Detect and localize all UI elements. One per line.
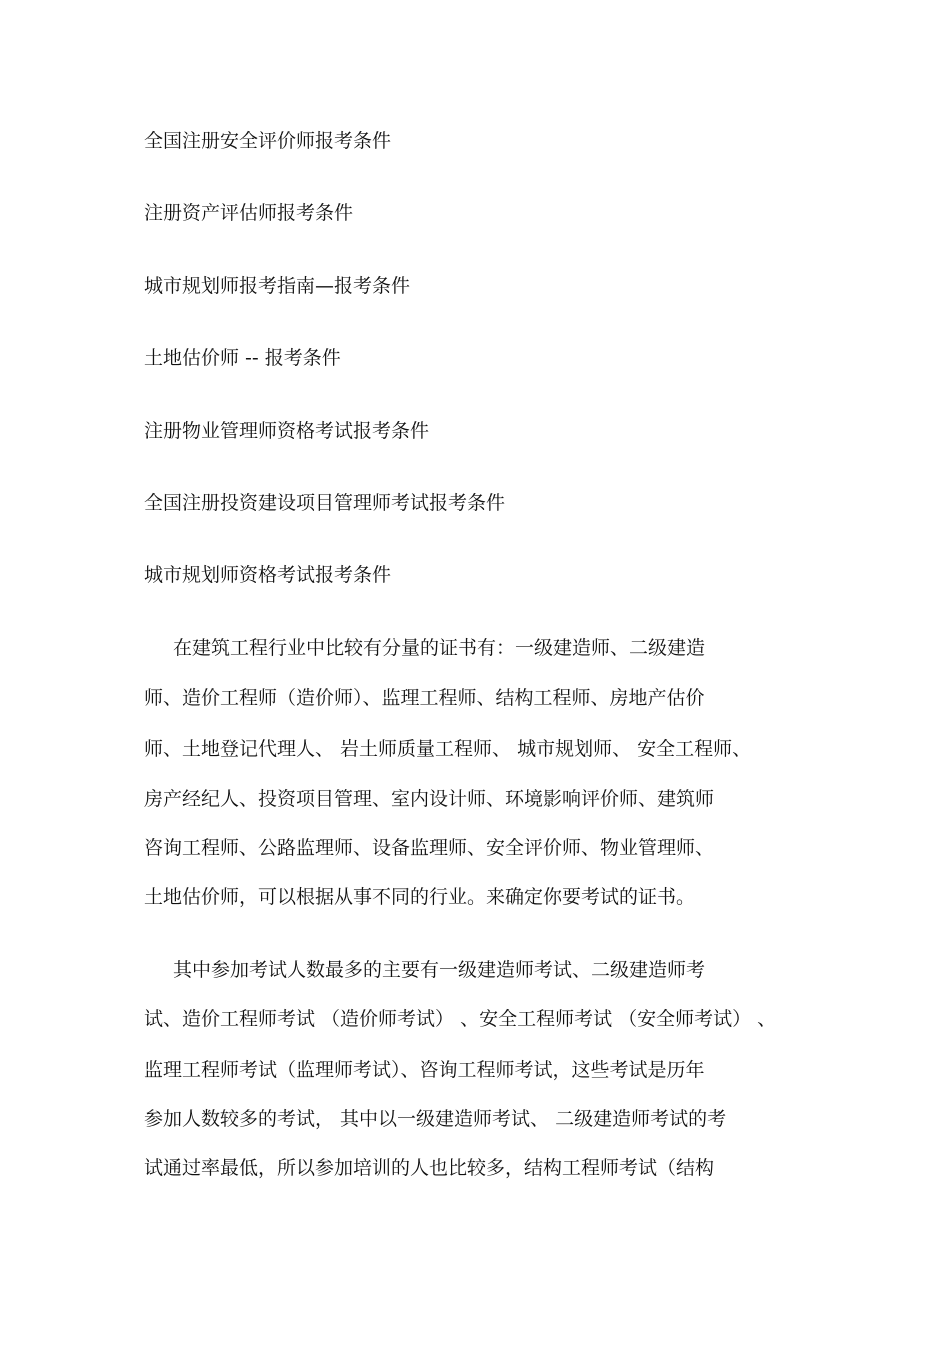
paragraph1-line: 师、土地登记代理人、 岩土师质量工程师、 城市规划师、 安全工程师、 <box>144 738 752 760</box>
paragraph2-line: 其中参加考试人数最多的主要有一级建造师考试、二级建造师考 <box>173 959 706 981</box>
heading-city-planner-exam: 城市规划师资格考试报考条件 <box>144 564 392 586</box>
heading-safety-evaluator: 全国注册安全评价师报考条件 <box>144 130 392 152</box>
paragraph2-line: 试、造价工程师考试 （造价师考试） 、安全工程师考试 （安全师考试） 、 <box>144 1008 777 1030</box>
paragraph1-line: 土地估价师，可以根据从事不同的行业。来确定你要考试的证书。 <box>144 886 696 908</box>
paragraph1-line: 房产经纪人、投资项目管理、室内设计师、环境影响评价师、建筑师 <box>144 788 715 810</box>
paragraph2-line: 试通过率最低，所以参加培训的人也比较多，结构工程师考试（结构 <box>144 1157 715 1179</box>
heading-asset-appraiser: 注册资产评估师报考条件 <box>144 202 354 224</box>
paragraph1-line: 咨询工程师、公路监理师、设备监理师、安全评价师、物业管理师、 <box>144 837 715 859</box>
heading-property-manager: 注册物业管理师资格考试报考条件 <box>144 420 430 442</box>
paragraph1-line: 师、造价工程师（造价师）、监理工程师、结构工程师、房地产估价 <box>144 687 705 709</box>
heading-city-planner-guide: 城市规划师报考指南—报考条件 <box>144 275 411 297</box>
heading-land-appraiser: 土地估价师 -- 报考条件 <box>144 347 341 369</box>
paragraph2-line: 参加人数较多的考试， 其中以一级建造师考试、 二级建造师考试的考 <box>144 1108 727 1130</box>
paragraph1-line: 在建筑工程行业中比较有分量的证书有：一级建造师、二级建造 <box>173 637 706 659</box>
heading-investment-project-manager: 全国注册投资建设项目管理师考试报考条件 <box>144 492 506 514</box>
paragraph2-line: 监理工程师考试（监理师考试）、咨询工程师考试，这些考试是历年 <box>144 1059 705 1081</box>
